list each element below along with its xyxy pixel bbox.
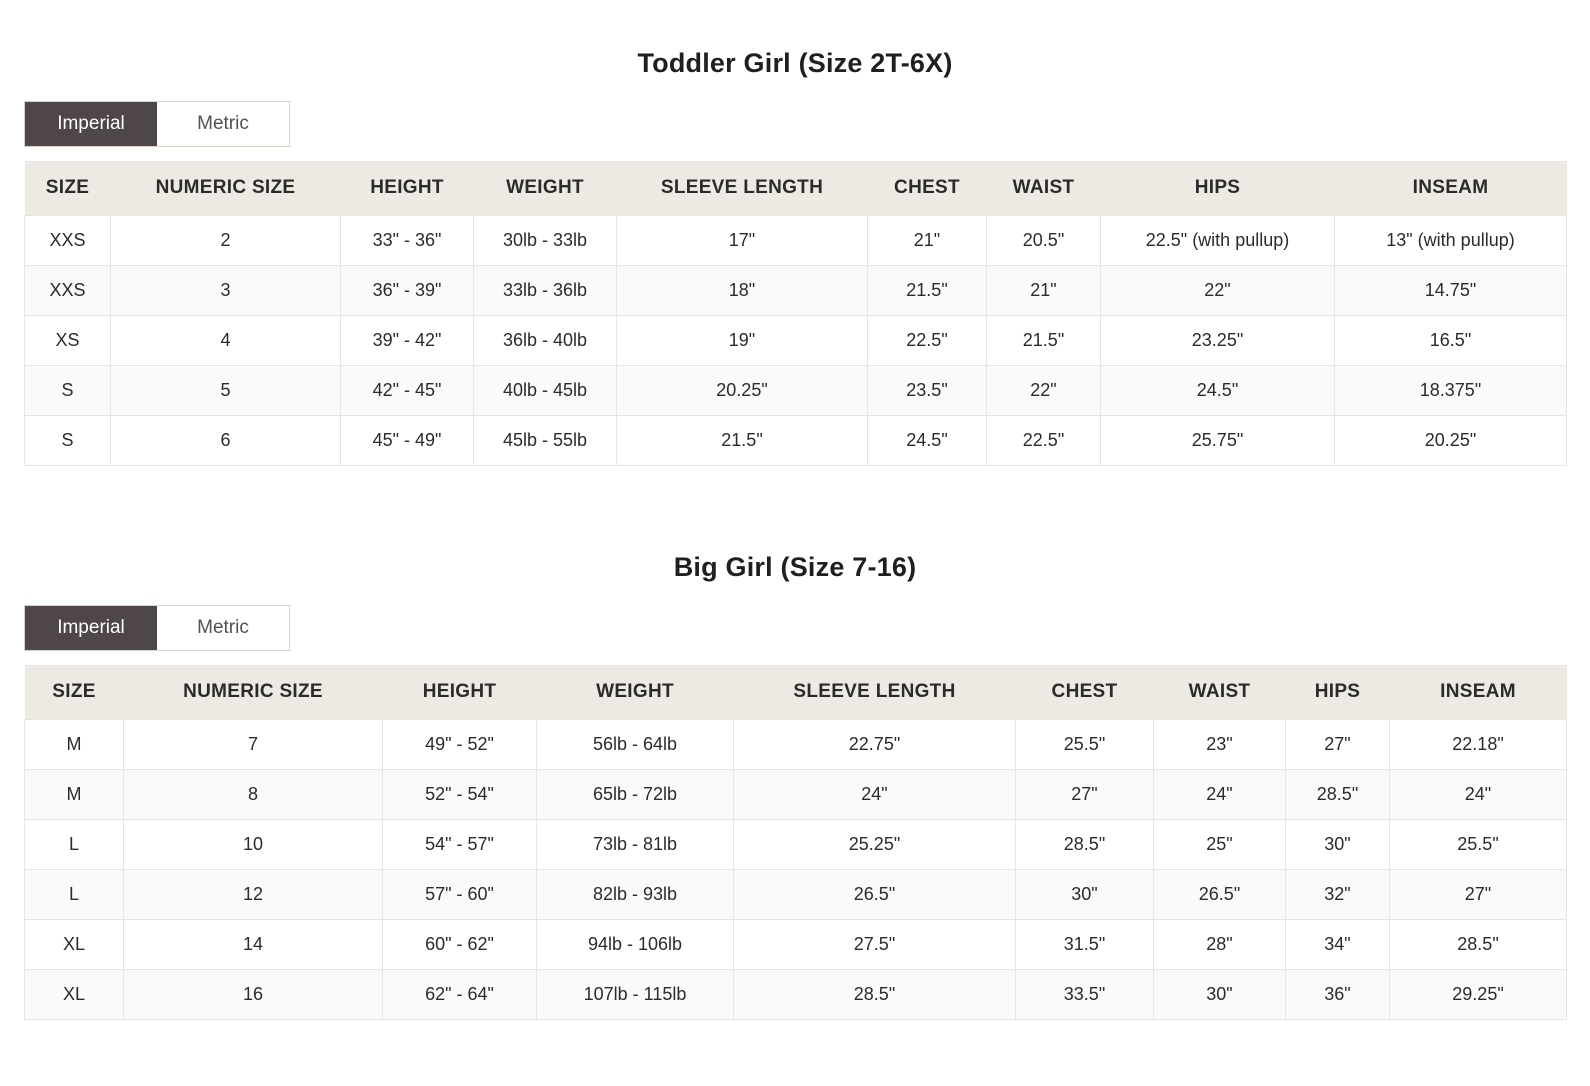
column-header-weight: WEIGHT bbox=[537, 665, 734, 720]
cell-chest: 30" bbox=[1016, 870, 1154, 920]
cell-inseam: 20.25" bbox=[1335, 416, 1567, 466]
column-header-weight: WEIGHT bbox=[474, 161, 617, 216]
cell-chest: 23.5" bbox=[868, 366, 987, 416]
page-title-big-girl: Big Girl (Size 7-16) bbox=[673, 552, 917, 582]
section-toddler-girl bbox=[0, 0, 1590, 466]
cell-size: S bbox=[25, 416, 111, 466]
cell-sleeve-length: 25.25" bbox=[734, 820, 1016, 870]
page-title-toddler-girl: Toddler Girl (Size 2T-6X) bbox=[637, 48, 953, 78]
table-row bbox=[25, 366, 1567, 416]
cell-numeric-size: 2 bbox=[111, 216, 341, 266]
unit-toggle-metric-big-girl[interactable]: Metric bbox=[157, 606, 289, 650]
cell-size: M bbox=[25, 770, 124, 820]
cell-sleeve-length: 22.75" bbox=[734, 720, 1016, 770]
cell-numeric-size: 14 bbox=[124, 920, 383, 970]
unit-toggle-metric-toddler[interactable]: Metric bbox=[157, 102, 289, 146]
cell-hips: 25.75" bbox=[1101, 416, 1335, 466]
column-header-size: SIZE bbox=[25, 665, 124, 720]
cell-height: 49" - 52" bbox=[383, 720, 537, 770]
cell-weight: 73lb - 81lb bbox=[537, 820, 734, 870]
size-table-toddler bbox=[24, 161, 1567, 466]
cell-chest: 21.5" bbox=[868, 266, 987, 316]
cell-hips: 36" bbox=[1286, 970, 1390, 1020]
table-row bbox=[25, 266, 1567, 316]
cell-size: XS bbox=[25, 316, 111, 366]
table-row bbox=[25, 870, 1567, 920]
cell-waist: 22" bbox=[987, 366, 1101, 416]
cell-height: 39" - 42" bbox=[341, 316, 474, 366]
cell-waist: 23" bbox=[1154, 720, 1286, 770]
cell-waist: 22.5" bbox=[987, 416, 1101, 466]
cell-sleeve-length: 28.5" bbox=[734, 970, 1016, 1020]
cell-numeric-size: 16 bbox=[124, 970, 383, 1020]
unit-toggle-imperial-big-girl[interactable]: Imperial bbox=[25, 606, 157, 650]
cell-chest: 28.5" bbox=[1016, 820, 1154, 870]
cell-waist: 21" bbox=[987, 266, 1101, 316]
cell-inseam: 27" bbox=[1390, 870, 1567, 920]
cell-height: 45" - 49" bbox=[341, 416, 474, 466]
cell-sleeve-length: 20.25" bbox=[617, 366, 868, 416]
cell-height: 42" - 45" bbox=[341, 366, 474, 416]
cell-hips: 32" bbox=[1286, 870, 1390, 920]
cell-inseam: 14.75" bbox=[1335, 266, 1567, 316]
column-header-waist: WAIST bbox=[1154, 665, 1286, 720]
cell-hips: 22" bbox=[1101, 266, 1335, 316]
column-header-size: SIZE bbox=[25, 161, 111, 216]
cell-size: L bbox=[25, 870, 124, 920]
column-header-waist: WAIST bbox=[987, 161, 1101, 216]
cell-size: XXS bbox=[25, 266, 111, 316]
cell-size: M bbox=[25, 720, 124, 770]
cell-inseam: 29.25" bbox=[1390, 970, 1567, 1020]
cell-waist: 30" bbox=[1154, 970, 1286, 1020]
column-header-chest: CHEST bbox=[868, 161, 987, 216]
cell-waist: 24" bbox=[1154, 770, 1286, 820]
cell-chest: 33.5" bbox=[1016, 970, 1154, 1020]
cell-height: 62" - 64" bbox=[383, 970, 537, 1020]
size-table-big-girl bbox=[24, 665, 1567, 1020]
unit-toggle-toddler[interactable] bbox=[24, 101, 290, 147]
cell-chest: 31.5" bbox=[1016, 920, 1154, 970]
cell-hips: 27" bbox=[1286, 720, 1390, 770]
unit-toggle-imperial-toddler[interactable]: Imperial bbox=[25, 102, 157, 146]
table-row bbox=[25, 920, 1567, 970]
cell-inseam: 13" (with pullup) bbox=[1335, 216, 1567, 266]
table-header-row bbox=[25, 665, 1567, 720]
cell-height: 36" - 39" bbox=[341, 266, 474, 316]
cell-inseam: 24" bbox=[1390, 770, 1567, 820]
cell-inseam: 16.5" bbox=[1335, 316, 1567, 366]
cell-chest: 24.5" bbox=[868, 416, 987, 466]
cell-numeric-size: 12 bbox=[124, 870, 383, 920]
cell-sleeve-length: 18" bbox=[617, 266, 868, 316]
column-header-height: HEIGHT bbox=[383, 665, 537, 720]
cell-waist: 26.5" bbox=[1154, 870, 1286, 920]
table-row bbox=[25, 970, 1567, 1020]
cell-weight: 30lb - 33lb bbox=[474, 216, 617, 266]
column-header-height: HEIGHT bbox=[341, 161, 474, 216]
column-header-inseam: INSEAM bbox=[1335, 161, 1567, 216]
cell-hips: 23.25" bbox=[1101, 316, 1335, 366]
cell-height: 54" - 57" bbox=[383, 820, 537, 870]
cell-height: 52" - 54" bbox=[383, 770, 537, 820]
cell-size: XL bbox=[25, 920, 124, 970]
cell-weight: 45lb - 55lb bbox=[474, 416, 617, 466]
cell-size: L bbox=[25, 820, 124, 870]
cell-numeric-size: 8 bbox=[124, 770, 383, 820]
cell-waist: 21.5" bbox=[987, 316, 1101, 366]
cell-chest: 21" bbox=[868, 216, 987, 266]
section-big-girl bbox=[0, 506, 1590, 1020]
cell-weight: 33lb - 36lb bbox=[474, 266, 617, 316]
table-row bbox=[25, 720, 1567, 770]
cell-inseam: 25.5" bbox=[1390, 820, 1567, 870]
table-row bbox=[25, 316, 1567, 366]
cell-height: 57" - 60" bbox=[383, 870, 537, 920]
cell-chest: 27" bbox=[1016, 770, 1154, 820]
cell-numeric-size: 5 bbox=[111, 366, 341, 416]
cell-numeric-size: 10 bbox=[124, 820, 383, 870]
cell-numeric-size: 6 bbox=[111, 416, 341, 466]
cell-weight: 40lb - 45lb bbox=[474, 366, 617, 416]
cell-waist: 20.5" bbox=[987, 216, 1101, 266]
cell-numeric-size: 4 bbox=[111, 316, 341, 366]
cell-sleeve-length: 19" bbox=[617, 316, 868, 366]
cell-sleeve-length: 24" bbox=[734, 770, 1016, 820]
cell-hips: 30" bbox=[1286, 820, 1390, 870]
cell-sleeve-length: 17" bbox=[617, 216, 868, 266]
table-row bbox=[25, 770, 1567, 820]
cell-weight: 107lb - 115lb bbox=[537, 970, 734, 1020]
cell-height: 33" - 36" bbox=[341, 216, 474, 266]
section-divider-spacer bbox=[0, 466, 1590, 506]
column-header-numeric-size: NUMERIC SIZE bbox=[111, 161, 341, 216]
cell-inseam: 28.5" bbox=[1390, 920, 1567, 970]
cell-hips: 22.5" (with pullup) bbox=[1101, 216, 1335, 266]
table-header-row bbox=[25, 161, 1567, 216]
cell-waist: 28" bbox=[1154, 920, 1286, 970]
cell-sleeve-length: 26.5" bbox=[734, 870, 1016, 920]
cell-weight: 65lb - 72lb bbox=[537, 770, 734, 820]
cell-sleeve-length: 21.5" bbox=[617, 416, 868, 466]
cell-chest: 22.5" bbox=[868, 316, 987, 366]
cell-size: S bbox=[25, 366, 111, 416]
cell-numeric-size: 7 bbox=[124, 720, 383, 770]
column-header-inseam: INSEAM bbox=[1390, 665, 1567, 720]
cell-weight: 56lb - 64lb bbox=[537, 720, 734, 770]
column-header-hips: HIPS bbox=[1286, 665, 1390, 720]
cell-weight: 82lb - 93lb bbox=[537, 870, 734, 920]
cell-waist: 25" bbox=[1154, 820, 1286, 870]
column-header-chest: CHEST bbox=[1016, 665, 1154, 720]
column-header-hips: HIPS bbox=[1101, 161, 1335, 216]
cell-hips: 24.5" bbox=[1101, 366, 1335, 416]
cell-chest: 25.5" bbox=[1016, 720, 1154, 770]
unit-toggle-big-girl[interactable] bbox=[24, 605, 290, 651]
table-row bbox=[25, 416, 1567, 466]
cell-sleeve-length: 27.5" bbox=[734, 920, 1016, 970]
column-header-numeric-size: NUMERIC SIZE bbox=[124, 665, 383, 720]
column-header-sleeve-length: SLEEVE LENGTH bbox=[617, 161, 868, 216]
column-header-sleeve-length: SLEEVE LENGTH bbox=[734, 665, 1016, 720]
cell-hips: 34" bbox=[1286, 920, 1390, 970]
cell-inseam: 18.375" bbox=[1335, 366, 1567, 416]
cell-inseam: 22.18" bbox=[1390, 720, 1567, 770]
cell-hips: 28.5" bbox=[1286, 770, 1390, 820]
cell-numeric-size: 3 bbox=[111, 266, 341, 316]
table-row bbox=[25, 216, 1567, 266]
cell-height: 60" - 62" bbox=[383, 920, 537, 970]
cell-weight: 94lb - 106lb bbox=[537, 920, 734, 970]
cell-size: XL bbox=[25, 970, 124, 1020]
table-row bbox=[25, 820, 1567, 870]
cell-size: XXS bbox=[25, 216, 111, 266]
cell-weight: 36lb - 40lb bbox=[474, 316, 617, 366]
